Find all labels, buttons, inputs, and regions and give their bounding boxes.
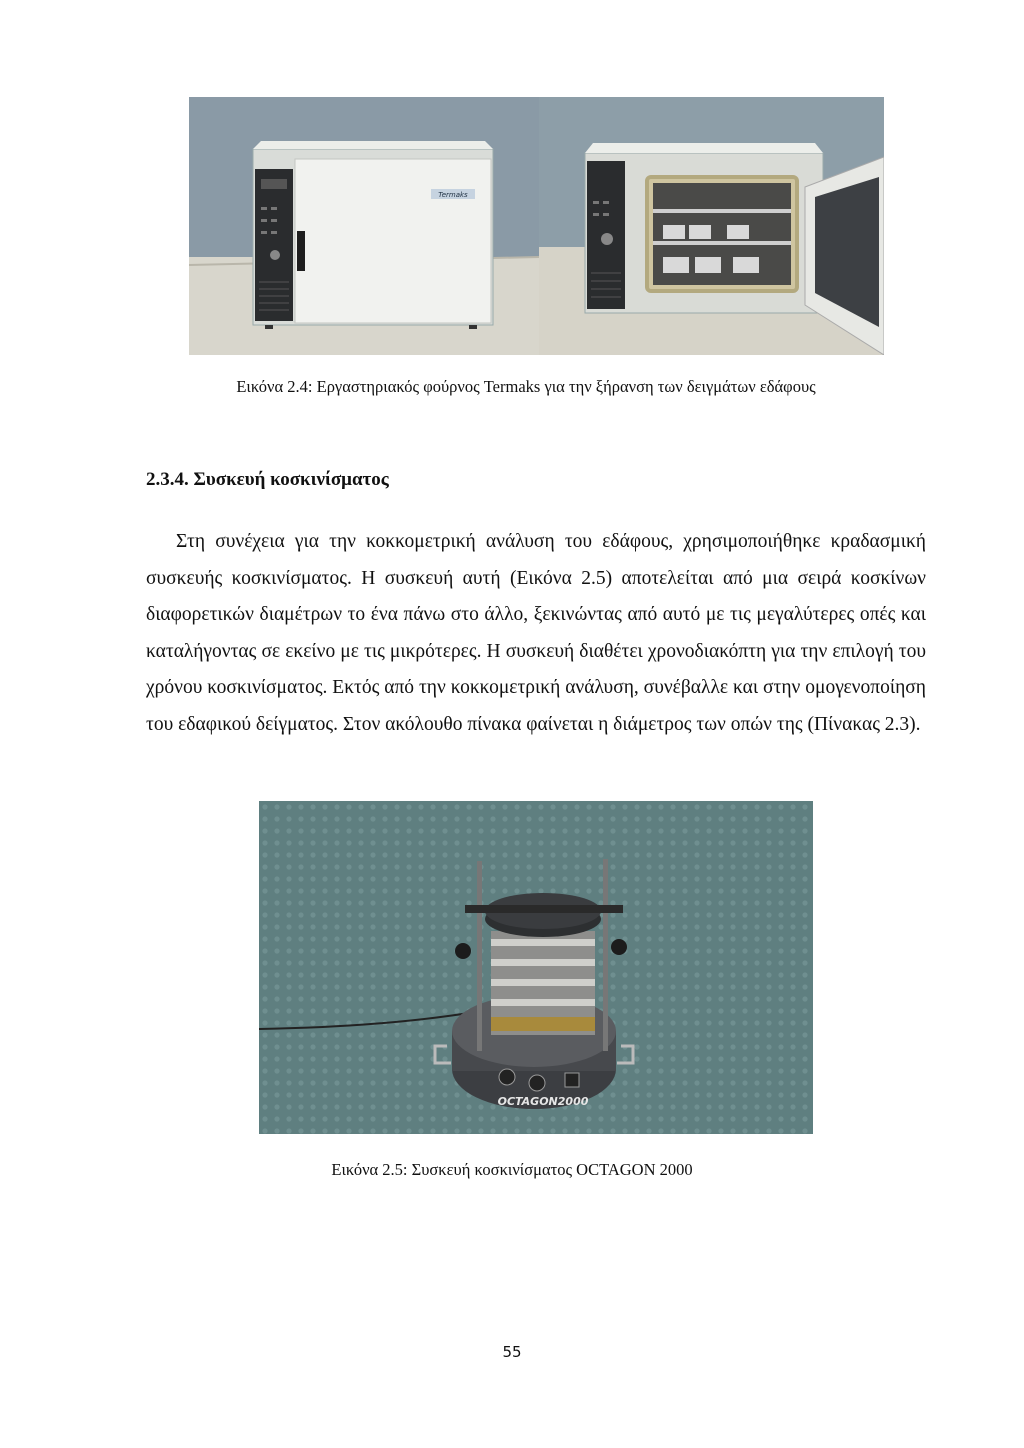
page-number: 55 [502, 1343, 522, 1361]
section-heading: 2.3.4. Συσκευή κοσκινίσματος [146, 469, 389, 490]
oven-brand-label: Termaks [438, 191, 468, 199]
figure-2-5-caption: Εικόνα 2.5: Συσκευή κοσκινίσματος OCTAGON 2000 [331, 1160, 693, 1179]
oven-open-photo [539, 97, 884, 355]
figure-sieve-shaker-photo [259, 801, 813, 1134]
figure-oven-photos [189, 97, 884, 355]
body-paragraph: Στη συνέχεια για την κοκκομετρική ανάλυση του εδάφους, χρησιμοποιήθηκε κραδασμική συσκευής κοσκινίσματος. Η συσκευή αυτή (Εικόνα 2.5) αποτελείται από μια σειρά κοσκίνων διαφορετικών διαμέτρων το ένα πάνω στο άλλο, ξεκινώντας από αυτό με τις μεγαλύτερες οπές και καταλήγοντας σε εκείνο με τις μικρότερες. Η συσκευή διαθέτει χρονοδιακόπτη για την επιλογή του χρόνου κοσκινίσματος. Εκτός από την κοκκομετρική ανάλυση, συνέβαλλε και στην ομογενοποίηση του εδαφικού δείγματος. Στον ακόλουθο πίνακα φαίνεται η διάμετρος των οπών της (Πίνακας 2.3). [146, 531, 926, 735]
oven-closed-photo [189, 97, 539, 355]
figure-2-4-caption: Εικόνα 2.4: Εργαστηριακός φούρνος Termaks για την ξήρανση των δειγμάτων εδάφους [236, 377, 816, 396]
device-label: OCTAGON2000 [497, 1095, 589, 1108]
